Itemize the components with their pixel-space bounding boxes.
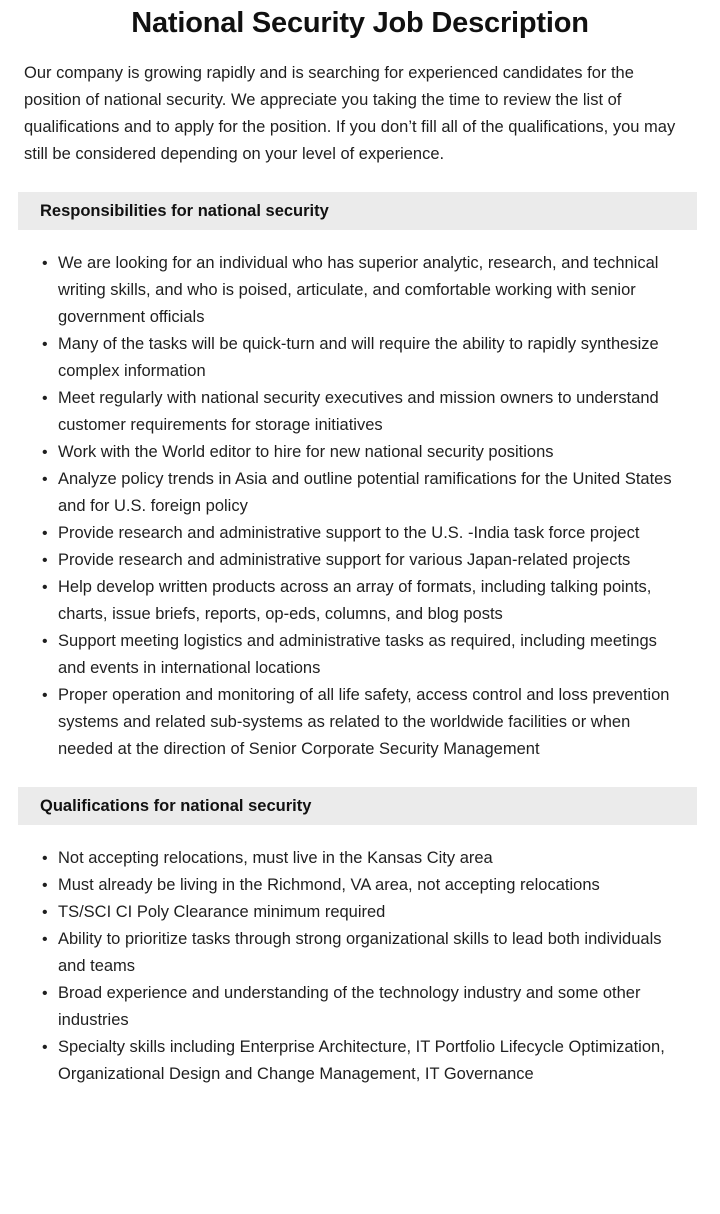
list-item: • Help develop written products across an array of formats, including talking points, charts, issue briefs, reports, op-eds, columns, and blog posts (58, 574, 684, 628)
list-item: • Provide research and administrative support for various Japan-related projects (58, 547, 684, 574)
bottom-spacer (0, 1088, 720, 1112)
section-header-qualifications (18, 787, 697, 825)
list-item: • Many of the tasks will be quick-turn and will require the ability to rapidly synthesize complex information (58, 331, 684, 385)
section-heading-label: Qualifications for national security (40, 797, 312, 815)
list-item: • Not accepting relocations, must live in the Kansas City area (58, 845, 684, 872)
section-heading-label: Responsibilities for national security (40, 202, 329, 220)
page-title: National Security Job Description (131, 7, 589, 39)
list-item: • Provide research and administrative support to the U.S. -India task force project (58, 520, 684, 547)
intro-paragraph: Our company is growing rapidly and is searching for experienced candidates for the position of national security. We appreciate you taking the time to review the list of qualifications and to apply for the position. If you don’t fill all of the qualifications, you may still be considered depending on your level of experience. (24, 64, 676, 163)
list-item: • Ability to prioritize tasks through strong organizational skills to lead both individuals and teams (58, 926, 684, 980)
section-responsibilities (0, 192, 720, 763)
list-item: • Proper operation and monitoring of all life safety, access control and loss prevention systems and related sub-systems as related to the worldwide facilities or when needed at the direction of Senior Corporate Security Management (58, 682, 684, 763)
list-item: • TS/SCI CI Poly Clearance minimum required (58, 899, 684, 926)
list-item: • Work with the World editor to hire for new national security positions (58, 439, 684, 466)
section-qualifications (0, 787, 720, 1088)
responsibilities-list (0, 230, 720, 763)
list-item: • Meet regularly with national security executives and mission owners to understand customer requirements for storage initiatives (58, 385, 684, 439)
list-item: • Support meeting logistics and administrative tasks as required, including meetings and events in international locations (58, 628, 684, 682)
list-item: • Analyze policy trends in Asia and outline potential ramifications for the United States and for U.S. foreign policy (58, 466, 684, 520)
list-item: • We are looking for an individual who has superior analytic, research, and technical writing skills, and who is poised, articulate, and comfortable working with senior government officials (58, 250, 684, 331)
list-item: • Specialty skills including Enterprise Architecture, IT Portfolio Lifecycle Optimization, Organizational Design and Change Management, IT Governance (58, 1034, 684, 1088)
section-header-responsibilities (18, 192, 697, 230)
qualifications-list (0, 825, 720, 1088)
list-item: • Must already be living in the Richmond, VA area, not accepting relocations (58, 872, 684, 899)
list-item: • Broad experience and understanding of the technology industry and some other industries (58, 980, 684, 1034)
